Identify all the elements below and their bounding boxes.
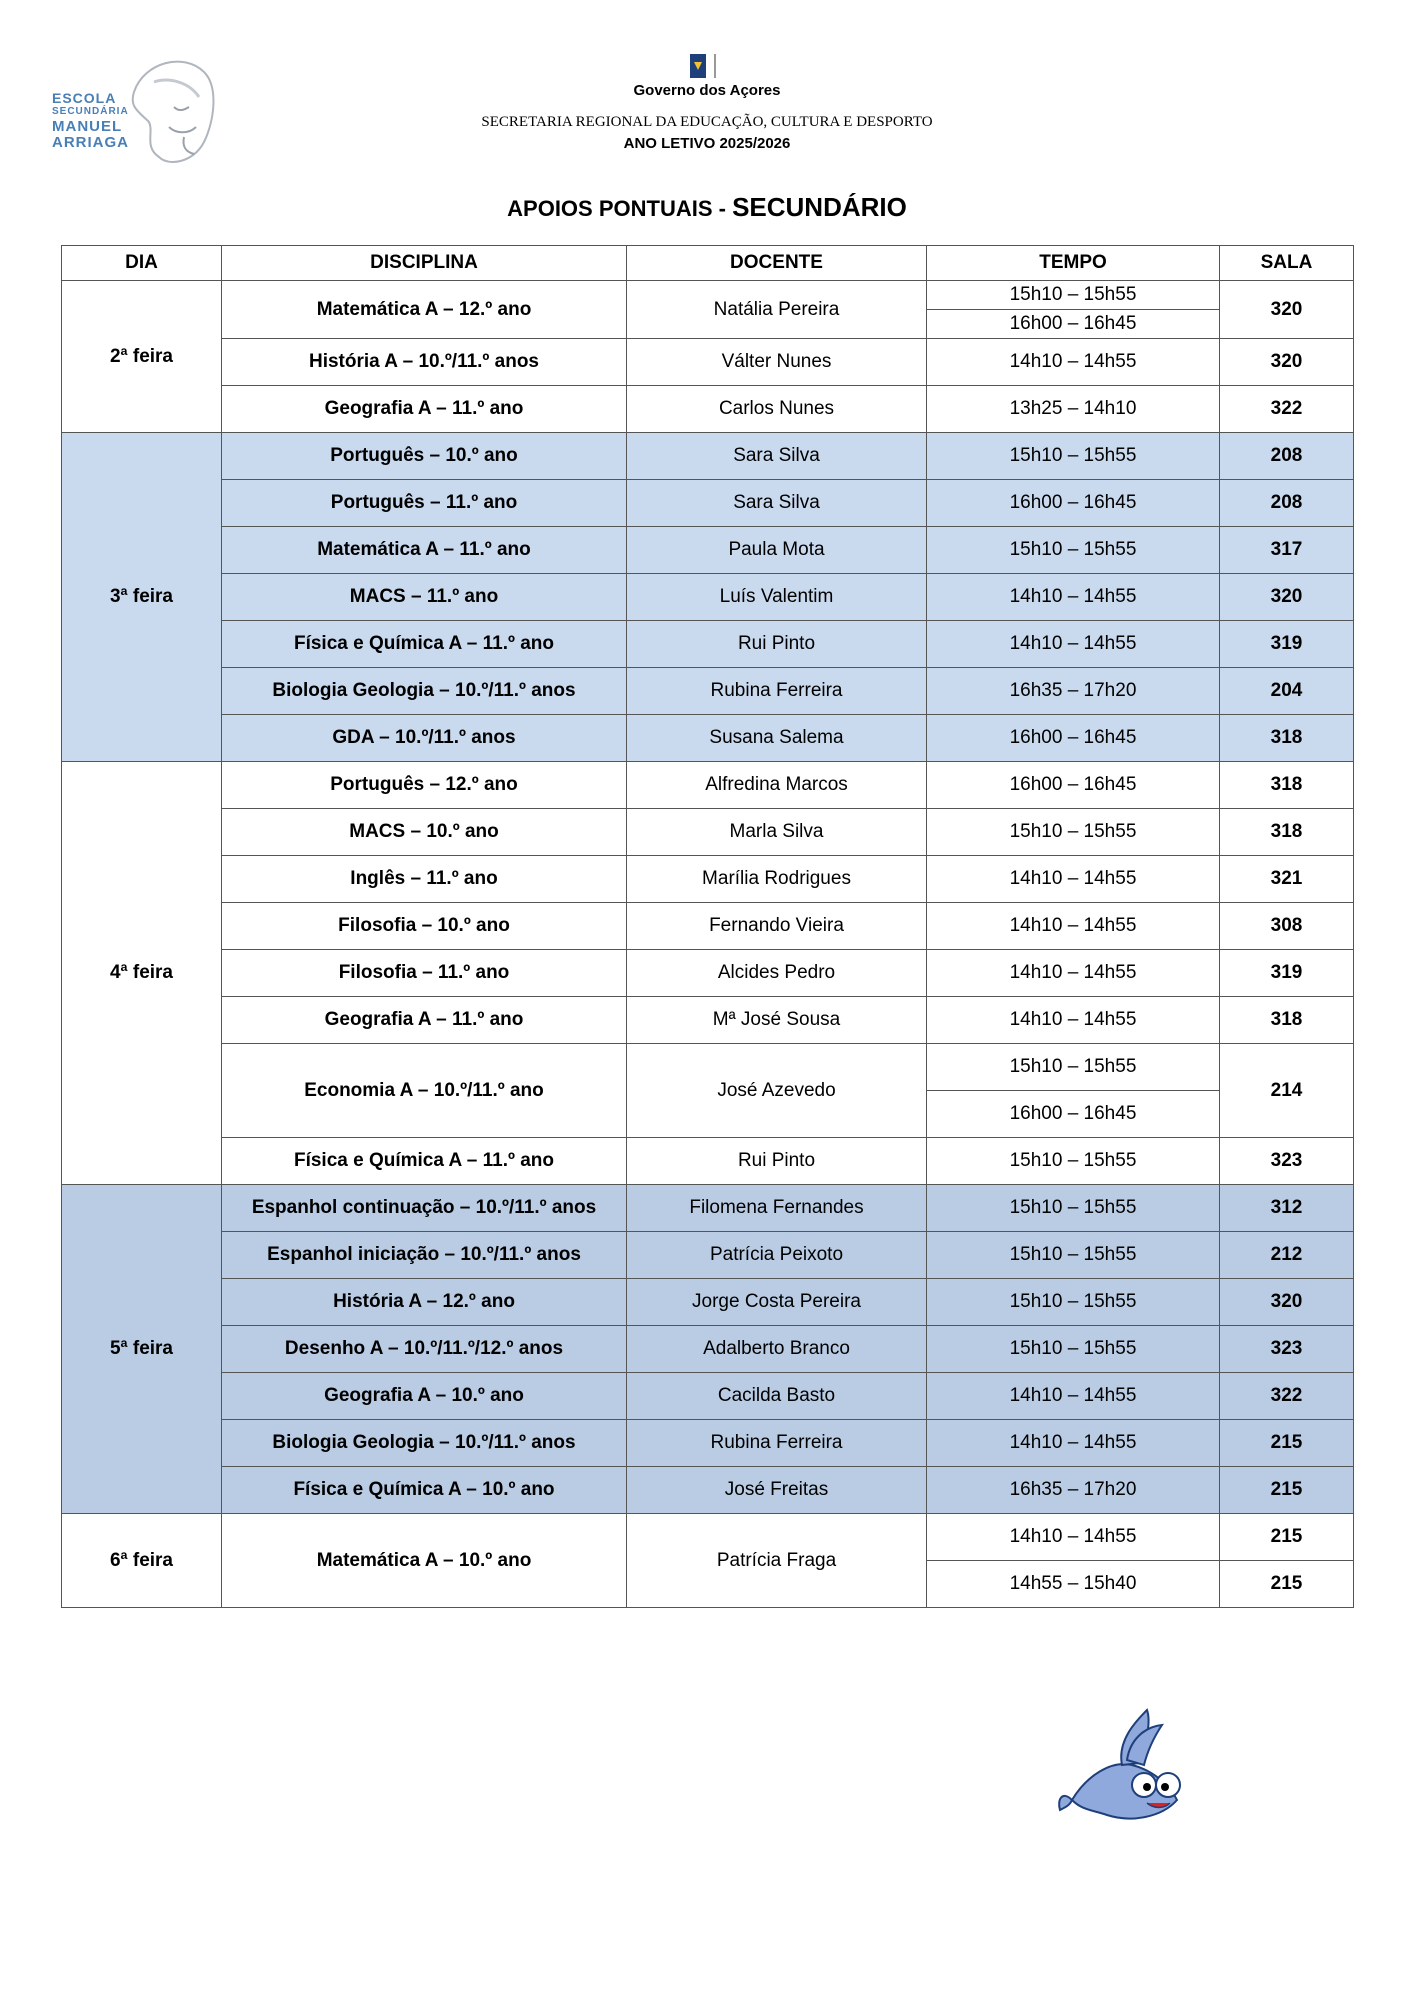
room-cell: 320 [1220,339,1354,386]
room-cell: 322 [1220,1373,1354,1420]
dolphin-mascot-icon [1052,1705,1202,1825]
time-cell: 15h10 – 15h55 [927,527,1220,574]
subject-cell: Português – 11.º ano [222,480,627,527]
subject-cell: História A – 10.º/11.º anos [222,339,627,386]
subject-cell: Matemática A – 12.º ano [222,281,627,339]
room-cell: 212 [1220,1232,1354,1279]
room-cell: 215 [1220,1561,1354,1608]
table-row [62,809,1354,856]
subject-cell: Economia A – 10.º/11.º ano [222,1044,627,1138]
day-cell-ter: 3ª feira [62,433,222,762]
table-row [62,1514,1354,1561]
table-row [62,762,1354,809]
time-cell: 14h10 – 14h55 [927,339,1220,386]
subject-cell: Biologia Geologia – 10.º/11.º anos [222,1420,627,1467]
room-cell: 215 [1220,1420,1354,1467]
time-cell: 15h10 – 15h55 [927,1185,1220,1232]
subject-cell: Física e Química A – 11.º ano [222,621,627,668]
time-cell: 13h25 – 14h10 [927,386,1220,433]
time-cell: 14h10 – 14h55 [927,903,1220,950]
column-header-sala: SALA [1220,246,1354,281]
table-header-row [62,246,1354,281]
table-row [62,1044,1354,1091]
azores-emblem-icon [688,52,728,82]
teacher-cell: Luís Valentim [627,574,927,621]
column-header-docente: DOCENTE [627,246,927,281]
school-logo-line1: ESCOLA [52,90,117,106]
subject-cell: Filosofia – 11.º ano [222,950,627,997]
table-row [62,527,1354,574]
school-logo-line4: ARRIAGA [52,134,129,151]
subject-cell: GDA – 10.º/11.º anos [222,715,627,762]
room-cell: 214 [1220,1044,1354,1138]
table-row [62,997,1354,1044]
teacher-cell: Adalberto Branco [627,1326,927,1373]
subject-cell: Geografia A – 11.º ano [222,386,627,433]
subject-cell: Matemática A – 10.º ano [222,1514,627,1608]
teacher-cell: Rui Pinto [627,621,927,668]
teacher-cell: Sara Silva [627,433,927,480]
table-row [62,433,1354,480]
teacher-cell: Rubina Ferreira [627,1420,927,1467]
table-row [62,574,1354,621]
day-cell-seg: 2ª feira [62,281,222,433]
room-cell: 321 [1220,856,1354,903]
table-row [62,386,1354,433]
column-header-disciplina: DISCIPLINA [222,246,627,281]
time-cell: 15h10 – 15h55 [927,1044,1220,1091]
subject-cell: Inglês – 11.º ano [222,856,627,903]
column-header-dia: DIA [62,246,222,281]
day-cell-qui: 5ª feira [62,1185,222,1514]
time-cell: 15h10 – 15h55 [927,1279,1220,1326]
time-cell: 16h35 – 17h20 [927,1467,1220,1514]
subject-cell: Geografia A – 11.º ano [222,997,627,1044]
teacher-cell: José Freitas [627,1467,927,1514]
table-row [62,1185,1354,1232]
room-cell: 308 [1220,903,1354,950]
subject-cell: Física e Química A – 10.º ano [222,1467,627,1514]
time-cell: 15h10 – 15h55 [927,1232,1220,1279]
room-cell: 208 [1220,433,1354,480]
time-cell: 16h35 – 17h20 [927,668,1220,715]
teacher-cell: Válter Nunes [627,339,927,386]
teacher-cell: Cacilda Basto [627,1373,927,1420]
room-cell: 204 [1220,668,1354,715]
room-cell: 319 [1220,621,1354,668]
room-cell: 317 [1220,527,1354,574]
title-part1: APOIOS PONTUAIS - [507,196,733,221]
time-cell: 14h10 – 14h55 [927,997,1220,1044]
table-row [62,1467,1354,1514]
school-logo [52,52,222,170]
subject-cell: Matemática A – 11.º ano [222,527,627,574]
subject-cell: Português – 10.º ano [222,433,627,480]
page-header [0,0,1414,180]
table-row [62,621,1354,668]
teacher-cell: Patrícia Fraga [627,1514,927,1608]
teacher-cell: Susana Salema [627,715,927,762]
subject-cell: Espanhol continuação – 10.º/11.º anos [222,1185,627,1232]
time-cell: 14h10 – 14h55 [927,621,1220,668]
school-logo-line2: SECUNDÁRIA [52,106,129,117]
time-cell: 15h10 – 15h55 [927,1326,1220,1373]
room-cell: 320 [1220,281,1354,339]
time-cell: 16h00 – 16h45 [927,715,1220,762]
room-cell: 319 [1220,950,1354,997]
room-cell: 318 [1220,997,1354,1044]
table-row [62,1279,1354,1326]
teacher-cell: Alcides Pedro [627,950,927,997]
room-cell: 323 [1220,1326,1354,1373]
table-row [62,1420,1354,1467]
teacher-cell: Filomena Fernandes [627,1185,927,1232]
teacher-cell: José Azevedo [627,1044,927,1138]
day-cell-qua: 4ª feira [62,762,222,1185]
column-header-tempo: TEMPO [927,246,1220,281]
table-row [62,668,1354,715]
school-logo-line3: MANUEL [52,118,123,135]
table-row [62,281,1354,310]
room-cell: 320 [1220,1279,1354,1326]
table-row [62,339,1354,386]
time-cell: 16h00 – 16h45 [927,1091,1220,1138]
time-cell: 14h10 – 14h55 [927,856,1220,903]
table-row [62,903,1354,950]
time-cell: 14h10 – 14h55 [927,1514,1220,1561]
room-cell: 322 [1220,386,1354,433]
time-cell: 15h10 – 15h55 [927,281,1220,310]
teacher-cell: Paula Mota [627,527,927,574]
teacher-cell: Rubina Ferreira [627,668,927,715]
table-row [62,1326,1354,1373]
government-name: Governo dos Açores [633,82,781,99]
teacher-cell: Natália Pereira [627,281,927,339]
time-cell: 15h10 – 15h55 [927,1138,1220,1185]
room-cell: 312 [1220,1185,1354,1232]
subject-cell: História A – 12.º ano [222,1279,627,1326]
time-cell: 14h10 – 14h55 [927,574,1220,621]
room-cell: 208 [1220,480,1354,527]
room-cell: 318 [1220,809,1354,856]
subject-cell: Biologia Geologia – 10.º/11.º anos [222,668,627,715]
schedule-table [61,245,1354,1608]
teacher-cell: Carlos Nunes [627,386,927,433]
room-cell: 320 [1220,574,1354,621]
subject-cell: Física e Química A – 11.º ano [222,1138,627,1185]
teacher-cell: Mª José Sousa [627,997,927,1044]
room-cell: 215 [1220,1514,1354,1561]
teacher-cell: Marília Rodrigues [627,856,927,903]
time-cell: 15h10 – 15h55 [927,809,1220,856]
portrait-logo-icon [114,52,224,170]
table-row [62,856,1354,903]
subject-cell: MACS – 10.º ano [222,809,627,856]
room-cell: 323 [1220,1138,1354,1185]
room-cell: 318 [1220,762,1354,809]
table-row [62,950,1354,997]
day-cell-sex: 6ª feira [62,1514,222,1608]
school-year: ANO LETIVO 2025/2026 [623,135,791,152]
subject-cell: Português – 12.º ano [222,762,627,809]
time-cell: 16h00 – 16h45 [927,310,1220,339]
time-cell: 15h10 – 15h55 [927,433,1220,480]
room-cell: 318 [1220,715,1354,762]
time-cell: 16h00 – 16h45 [927,480,1220,527]
subject-cell: Espanhol iniciação – 10.º/11.º anos [222,1232,627,1279]
teacher-cell: Patrícia Peixoto [627,1232,927,1279]
table-row [62,1138,1354,1185]
title-part2: SECUNDÁRIO [732,192,907,222]
secretaria-name: SECRETARIA REGIONAL DA EDUCAÇÃO, CULTURA E DESPORTO [481,114,933,130]
table-row [62,1232,1354,1279]
subject-cell: MACS – 11.º ano [222,574,627,621]
teacher-cell: Sara Silva [627,480,927,527]
subject-cell: Desenho A – 10.º/11.º/12.º anos [222,1326,627,1373]
page-title [0,192,1414,223]
table-row [62,480,1354,527]
subject-cell: Geografia A – 10.º ano [222,1373,627,1420]
room-cell: 215 [1220,1467,1354,1514]
teacher-cell: Jorge Costa Pereira [627,1279,927,1326]
teacher-cell: Marla Silva [627,809,927,856]
time-cell: 14h10 – 14h55 [927,1373,1220,1420]
time-cell: 14h55 – 15h40 [927,1561,1220,1608]
teacher-cell: Rui Pinto [627,1138,927,1185]
table-row [62,1373,1354,1420]
time-cell: 16h00 – 16h45 [927,762,1220,809]
time-cell: 14h10 – 14h55 [927,950,1220,997]
teacher-cell: Fernando Vieira [627,903,927,950]
teacher-cell: Alfredina Marcos [627,762,927,809]
time-cell: 14h10 – 14h55 [927,1420,1220,1467]
table-row [62,715,1354,762]
subject-cell: Filosofia – 10.º ano [222,903,627,950]
